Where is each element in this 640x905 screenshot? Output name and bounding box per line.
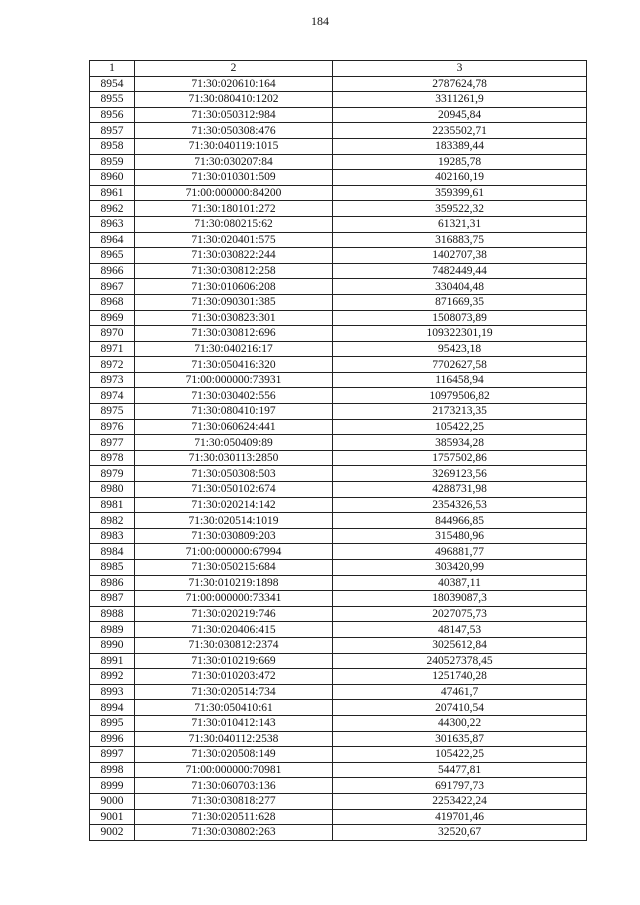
cadastral-value-cell: 3025612,84: [333, 637, 587, 653]
table-row: [90, 747, 587, 763]
cadastral-number-cell: 71:30:030207:84: [135, 154, 333, 170]
row-number-cell: 8973: [90, 372, 135, 388]
row-number-cell: 8997: [90, 747, 135, 763]
cadastral-number-cell: 71:30:030809:203: [135, 528, 333, 544]
table-row: [90, 372, 587, 388]
row-number-cell: 8991: [90, 653, 135, 669]
table-row: [90, 793, 587, 809]
table-row: [90, 216, 587, 232]
table-row: [90, 778, 587, 794]
table-row: [90, 809, 587, 825]
table-row: [90, 591, 587, 607]
cadastral-number-cell: 71:30:050409:89: [135, 435, 333, 451]
cadastral-value-cell: 316883,75: [333, 232, 587, 248]
row-number-cell: 8957: [90, 123, 135, 139]
page-number: 184: [311, 14, 329, 28]
row-number-cell: 8996: [90, 731, 135, 747]
cadastral-value-cell: 7482449,44: [333, 263, 587, 279]
row-number-cell: 8971: [90, 341, 135, 357]
cadastral-number-cell: 71:30:030818:277: [135, 793, 333, 809]
row-number-cell: 8969: [90, 310, 135, 326]
cadastral-number-cell: 71:00:000000:73931: [135, 372, 333, 388]
table-row: [90, 715, 587, 731]
table-row: [90, 622, 587, 638]
cadastral-number-cell: 71:30:020508:149: [135, 747, 333, 763]
cadastral-value-cell: 385934,28: [333, 435, 587, 451]
row-number-cell: 8995: [90, 715, 135, 731]
table-row: [90, 138, 587, 154]
cadastral-value-cell: 330404,48: [333, 279, 587, 295]
row-number-cell: 8972: [90, 357, 135, 373]
row-number-cell: 8984: [90, 544, 135, 560]
row-number-cell: 8959: [90, 154, 135, 170]
cadastral-number-cell: 71:30:010606:208: [135, 279, 333, 295]
cadastral-value-cell: 301635,87: [333, 731, 587, 747]
row-number-cell: 8966: [90, 263, 135, 279]
row-number-cell: 8993: [90, 684, 135, 700]
table-row: [90, 232, 587, 248]
table-row: [90, 762, 587, 778]
cadastral-number-cell: 71:30:010301:509: [135, 170, 333, 186]
table-row: [90, 201, 587, 217]
table-row: [90, 170, 587, 186]
table-row: [90, 294, 587, 310]
cadastral-number-cell: 71:30:050410:61: [135, 700, 333, 716]
cadastral-number-cell: 71:30:040216:17: [135, 341, 333, 357]
cadastral-value-cell: 1251740,28: [333, 669, 587, 685]
row-number-cell: 8970: [90, 326, 135, 342]
cadastral-value-cell: 32520,67: [333, 825, 587, 841]
cadastral-number-cell: 71:30:080410:197: [135, 404, 333, 420]
table-row: [90, 92, 587, 108]
cadastral-value-cell: 40387,11: [333, 575, 587, 591]
cadastral-number-cell: 71:30:040119:1015: [135, 138, 333, 154]
row-number-cell: 8967: [90, 279, 135, 295]
cadastral-number-cell: 71:30:030113:2850: [135, 450, 333, 466]
row-number-cell: 9002: [90, 825, 135, 841]
cadastral-number-cell: 71:30:030812:258: [135, 263, 333, 279]
cadastral-number-cell: 71:30:020610:164: [135, 76, 333, 92]
table-row: [90, 123, 587, 139]
row-number-cell: 8987: [90, 591, 135, 607]
table-row: [90, 528, 587, 544]
cadastral-value-cell: 183389,44: [333, 138, 587, 154]
table-row: [90, 731, 587, 747]
row-number-cell: 8980: [90, 482, 135, 498]
cadastral-value-cell: 3311261,9: [333, 92, 587, 108]
row-number-cell: 8962: [90, 201, 135, 217]
row-number-cell: 8988: [90, 606, 135, 622]
cadastral-value-cell: 105422,25: [333, 747, 587, 763]
cadastral-number-cell: 71:30:090301:385: [135, 294, 333, 310]
table-row: [90, 560, 587, 576]
cadastral-value-cell: 44300,22: [333, 715, 587, 731]
cadastral-number-cell: 71:30:010219:669: [135, 653, 333, 669]
table-row: [90, 466, 587, 482]
cadastral-number-cell: 71:30:050312:984: [135, 107, 333, 123]
cadastral-number-cell: 71:30:020511:628: [135, 809, 333, 825]
row-number-cell: 8977: [90, 435, 135, 451]
cadastral-value-cell: 844966,85: [333, 513, 587, 529]
cadastral-number-cell: 71:30:030823:301: [135, 310, 333, 326]
cadastral-value-cell: 54477,81: [333, 762, 587, 778]
table-row: [90, 435, 587, 451]
cadastral-value-cell: 359399,61: [333, 185, 587, 201]
table-row: [90, 326, 587, 342]
row-number-cell: 8985: [90, 560, 135, 576]
cadastral-value-cell: 3269123,56: [333, 466, 587, 482]
column-header-3: 3: [333, 61, 587, 77]
cadastral-value-cell: 2787624,78: [333, 76, 587, 92]
row-number-cell: 8982: [90, 513, 135, 529]
cadastral-value-cell: 2173213,35: [333, 404, 587, 420]
row-number-cell: 8992: [90, 669, 135, 685]
cadastral-value-cell: 2027075,73: [333, 606, 587, 622]
cadastral-number-cell: 71:30:020214:142: [135, 497, 333, 513]
cadastral-number-cell: 71:30:060703:136: [135, 778, 333, 794]
cadastral-value-cell: 61321,31: [333, 216, 587, 232]
cadastral-number-cell: 71:30:020514:734: [135, 684, 333, 700]
cadastral-value-cell: 419701,46: [333, 809, 587, 825]
table-row: [90, 825, 587, 841]
table-row: [90, 263, 587, 279]
row-number-cell: 8999: [90, 778, 135, 794]
table-row: [90, 700, 587, 716]
table-row: [90, 684, 587, 700]
cadastral-value-cell: 1757502,86: [333, 450, 587, 466]
cadastral-number-cell: 71:30:060624:441: [135, 419, 333, 435]
row-number-cell: 8990: [90, 637, 135, 653]
cadastral-value-cell: 47461,7: [333, 684, 587, 700]
cadastral-value-cell: 7702627,58: [333, 357, 587, 373]
cadastral-value-cell: 105422,25: [333, 419, 587, 435]
cadastral-number-cell: 71:30:020514:1019: [135, 513, 333, 529]
row-number-cell: 8978: [90, 450, 135, 466]
table-row: [90, 637, 587, 653]
table-row: [90, 248, 587, 264]
cadastral-value-cell: 315480,96: [333, 528, 587, 544]
row-number-cell: 8958: [90, 138, 135, 154]
row-number-cell: 8989: [90, 622, 135, 638]
cadastral-number-cell: 71:30:010219:1898: [135, 575, 333, 591]
cadastral-value-cell: 359522,32: [333, 201, 587, 217]
cadastral-number-cell: 71:30:020406:415: [135, 622, 333, 638]
table-row: [90, 107, 587, 123]
cadastral-value-cell: 496881,77: [333, 544, 587, 560]
cadastral-number-cell: 71:30:050215:684: [135, 560, 333, 576]
cadastral-number-cell: 71:30:050102:674: [135, 482, 333, 498]
cadastral-value-table: [89, 60, 587, 841]
table-row: [90, 76, 587, 92]
cadastral-number-cell: 71:00:000000:73341: [135, 591, 333, 607]
row-number-cell: 8983: [90, 528, 135, 544]
row-number-cell: 8994: [90, 700, 135, 716]
cadastral-value-cell: 1508073,89: [333, 310, 587, 326]
cadastral-value-cell: 20945,84: [333, 107, 587, 123]
cadastral-value-cell: 871669,35: [333, 294, 587, 310]
row-number-cell: 8968: [90, 294, 135, 310]
cadastral-value-cell: 95423,18: [333, 341, 587, 357]
row-number-cell: 8956: [90, 107, 135, 123]
row-number-cell: 8965: [90, 248, 135, 264]
row-number-cell: 8986: [90, 575, 135, 591]
table-row: [90, 310, 587, 326]
table-row: [90, 653, 587, 669]
table-row: [90, 185, 587, 201]
cadastral-number-cell: 71:30:010412:143: [135, 715, 333, 731]
table-row: [90, 341, 587, 357]
row-number-cell: 8954: [90, 76, 135, 92]
row-number-cell: 8955: [90, 92, 135, 108]
cadastral-number-cell: 71:30:010203:472: [135, 669, 333, 685]
cadastral-number-cell: 71:30:050308:503: [135, 466, 333, 482]
table-row: [90, 357, 587, 373]
row-number-cell: 8960: [90, 170, 135, 186]
cadastral-value-cell: 19285,78: [333, 154, 587, 170]
cadastral-number-cell: 71:30:050308:476: [135, 123, 333, 139]
cadastral-number-cell: 71:30:040112:2538: [135, 731, 333, 747]
cadastral-number-cell: 71:30:050416:320: [135, 357, 333, 373]
cadastral-number-cell: 71:30:080215:62: [135, 216, 333, 232]
row-number-cell: 8975: [90, 404, 135, 420]
row-number-cell: 8998: [90, 762, 135, 778]
table-row: [90, 575, 587, 591]
cadastral-number-cell: 71:00:000000:84200: [135, 185, 333, 201]
cadastral-value-cell: 10979506,82: [333, 388, 587, 404]
table-row: [90, 669, 587, 685]
cadastral-number-cell: 71:30:030402:556: [135, 388, 333, 404]
cadastral-value-cell: 116458,94: [333, 372, 587, 388]
cadastral-number-cell: 71:30:080410:1202: [135, 92, 333, 108]
cadastral-value-cell: 109322301,19: [333, 326, 587, 342]
cadastral-number-cell: 71:30:020219:746: [135, 606, 333, 622]
cadastral-value-cell: 2253422,24: [333, 793, 587, 809]
row-number-cell: 8964: [90, 232, 135, 248]
cadastral-number-cell: 71:30:030812:696: [135, 326, 333, 342]
cadastral-value-cell: 1402707,38: [333, 248, 587, 264]
cadastral-number-cell: 71:30:020401:575: [135, 232, 333, 248]
row-number-cell: 8963: [90, 216, 135, 232]
table-row: [90, 388, 587, 404]
table-row: [90, 419, 587, 435]
cadastral-value-cell: 2235502,71: [333, 123, 587, 139]
cadastral-number-cell: 71:30:030802:263: [135, 825, 333, 841]
table-row: [90, 544, 587, 560]
column-header-2: 2: [135, 61, 333, 77]
table-row: [90, 606, 587, 622]
cadastral-value-cell: 207410,54: [333, 700, 587, 716]
cadastral-number-cell: 71:30:180101:272: [135, 201, 333, 217]
table-body: [90, 76, 587, 840]
row-number-cell: 8981: [90, 497, 135, 513]
table-row: [90, 450, 587, 466]
row-number-cell: 9000: [90, 793, 135, 809]
row-number-cell: 8961: [90, 185, 135, 201]
row-number-cell: 8974: [90, 388, 135, 404]
table-row: [90, 513, 587, 529]
cadastral-number-cell: 71:30:030812:2374: [135, 637, 333, 653]
table-row: [90, 497, 587, 513]
row-number-cell: 8976: [90, 419, 135, 435]
row-number-cell: 9001: [90, 809, 135, 825]
cadastral-value-cell: 18039087,3: [333, 591, 587, 607]
table-header-row: [90, 61, 587, 77]
cadastral-value-cell: 2354326,53: [333, 497, 587, 513]
cadastral-number-cell: 71:00:000000:70981: [135, 762, 333, 778]
cadastral-value-cell: 691797,73: [333, 778, 587, 794]
cadastral-number-cell: 71:30:030822:244: [135, 248, 333, 264]
cadastral-number-cell: 71:00:000000:67994: [135, 544, 333, 560]
column-header-1: 1: [90, 61, 135, 77]
cadastral-value-cell: 4288731,98: [333, 482, 587, 498]
row-number-cell: 8979: [90, 466, 135, 482]
table-row: [90, 404, 587, 420]
cadastral-value-cell: 402160,19: [333, 170, 587, 186]
table-row: [90, 279, 587, 295]
table-row: [90, 482, 587, 498]
cadastral-value-cell: 240527378,45: [333, 653, 587, 669]
cadastral-value-cell: 48147,53: [333, 622, 587, 638]
cadastral-value-cell: 303420,99: [333, 560, 587, 576]
table-row: [90, 154, 587, 170]
